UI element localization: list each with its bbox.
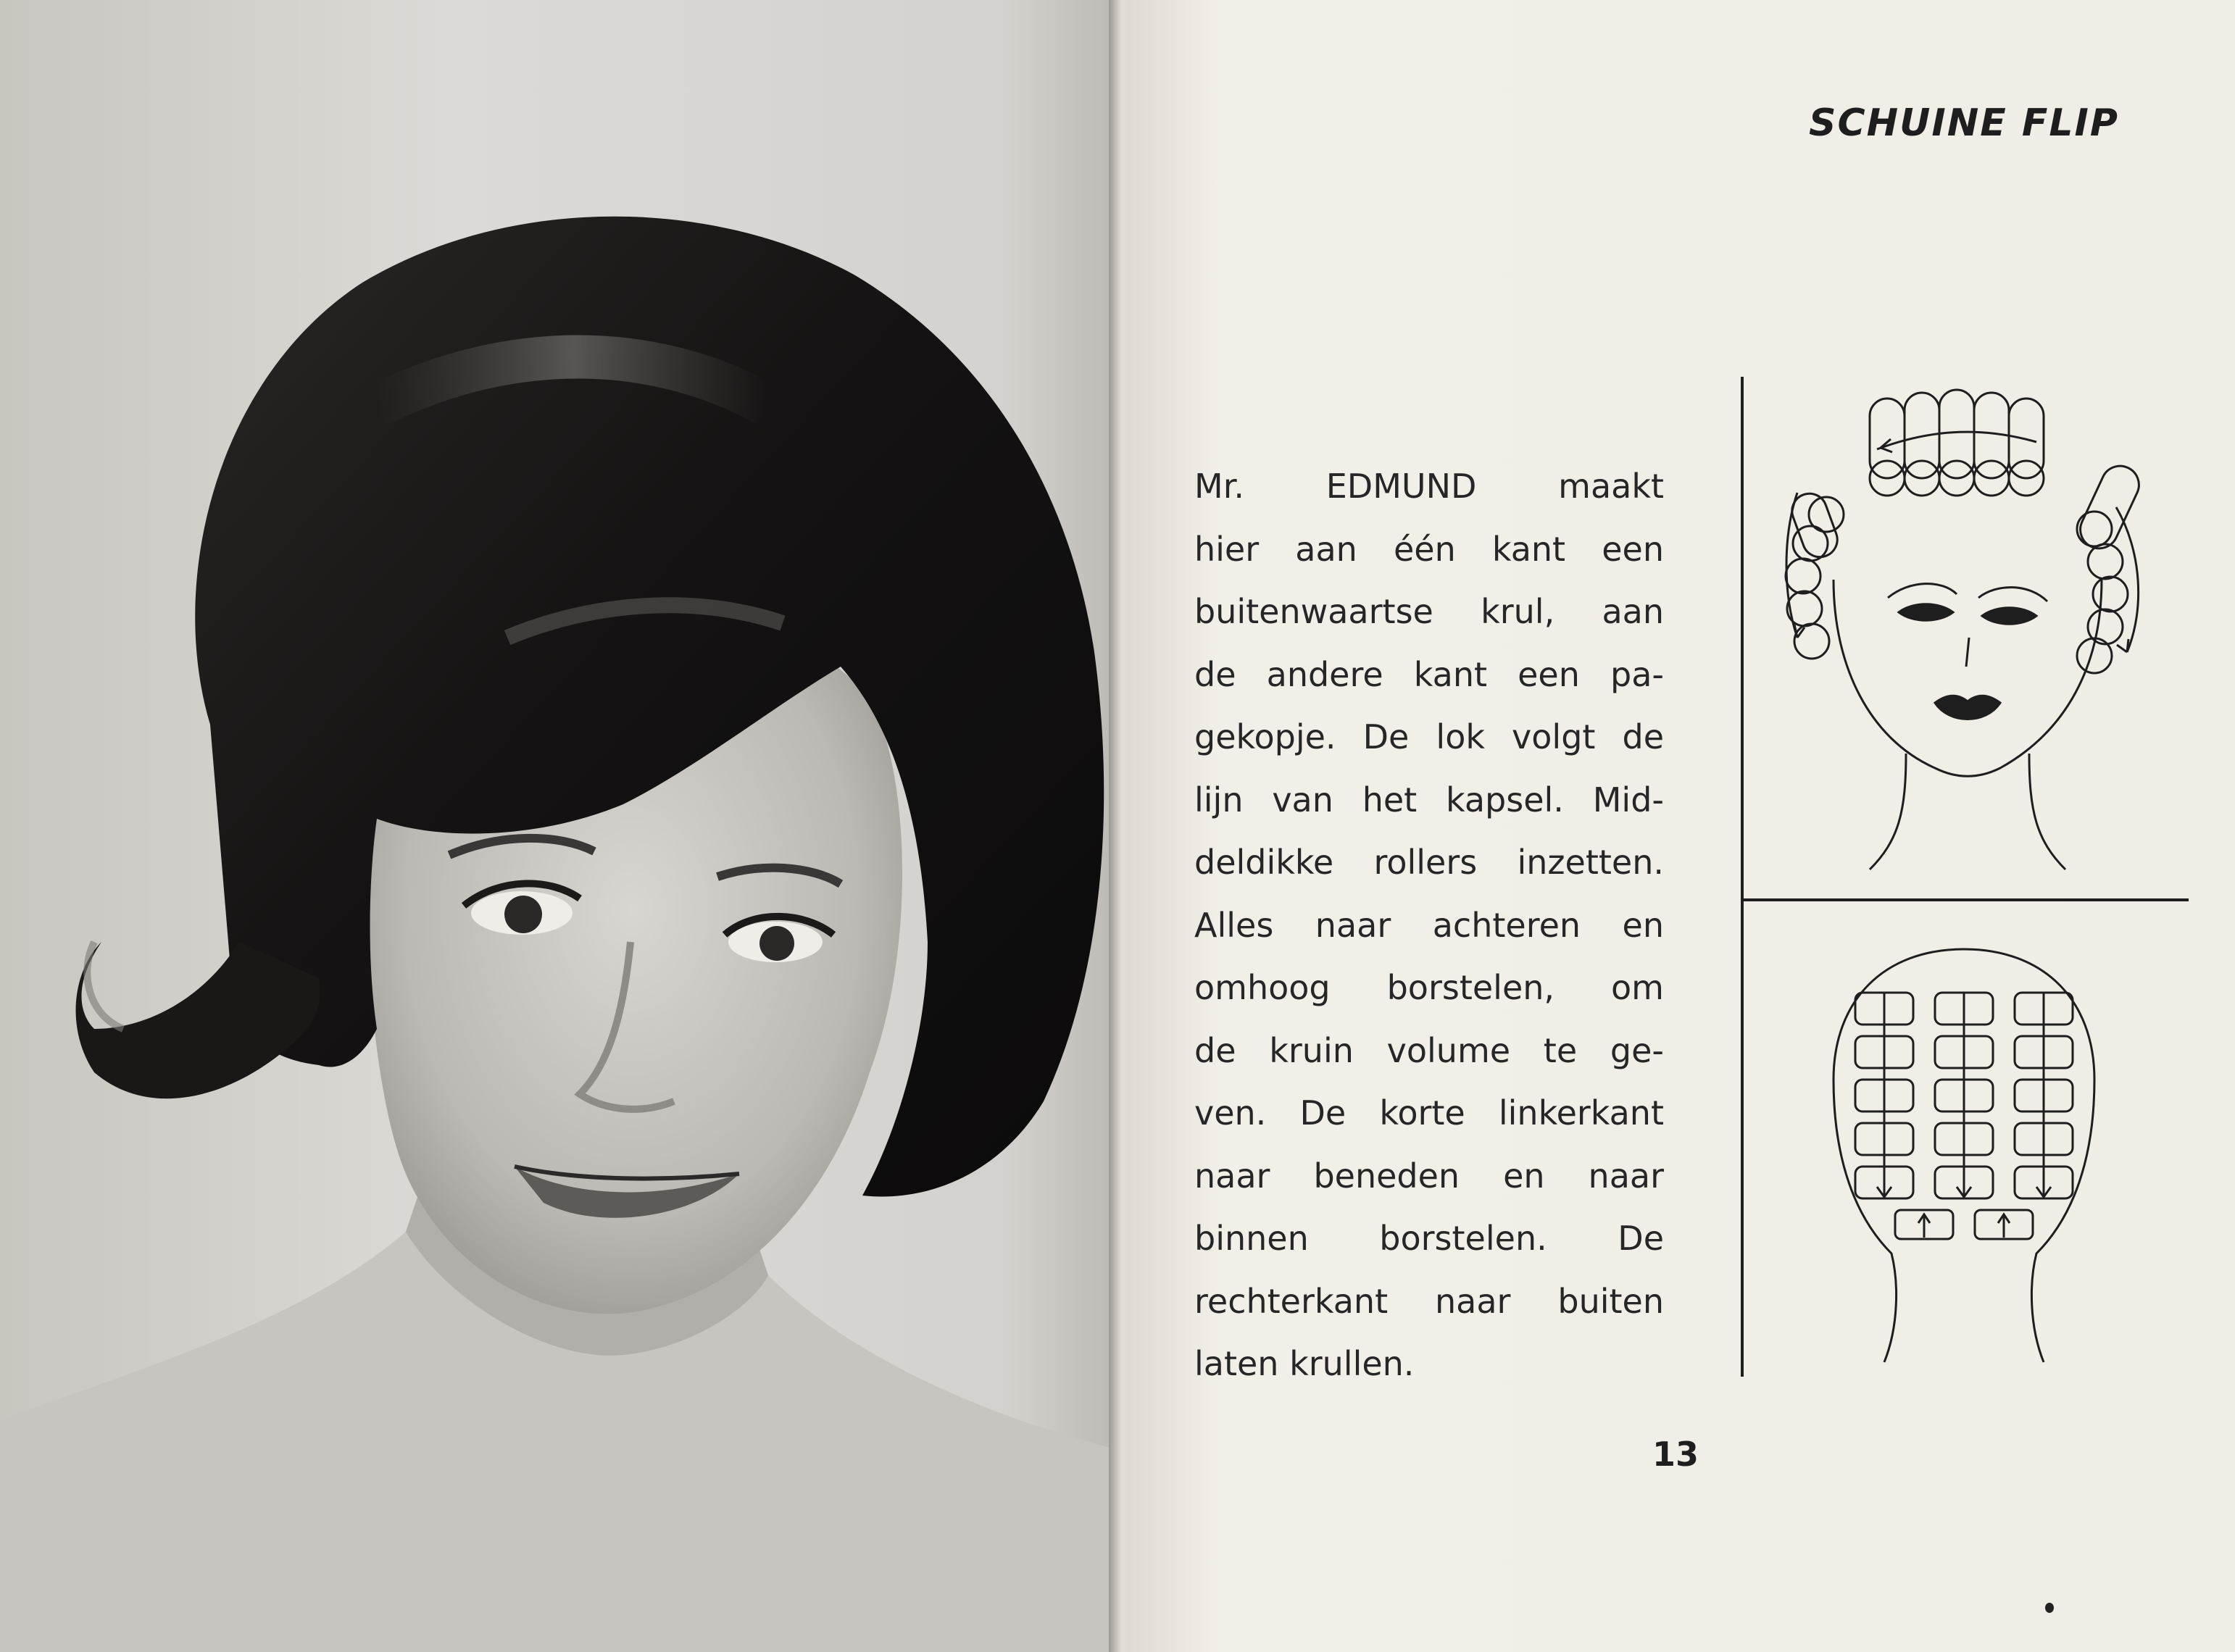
right-page: [1131, 0, 2235, 1652]
text-line: omhoog borstelen, om: [1194, 968, 1664, 1007]
roller-diagrams: [1725, 362, 2203, 1406]
text-line: deldikke rollers inzetten.: [1194, 843, 1664, 882]
text-line: naar beneden en naar: [1194, 1156, 1664, 1196]
front-view-diagram: [1786, 390, 2145, 869]
text-line: ven. De korte linkerkant: [1194, 1093, 1664, 1132]
text-line: buitenwaartse krul, aan: [1194, 592, 1664, 631]
text-line: rechterkant naar buiten: [1194, 1281, 1664, 1321]
back-view-diagram: [1834, 949, 2094, 1362]
text-line: laten krullen.: [1194, 1344, 1415, 1383]
text-line: gekopje. De lok volgt de: [1194, 717, 1664, 756]
left-page: [0, 0, 1116, 1652]
text-line: Alles naar achteren en: [1194, 905, 1664, 945]
page-title: SCHUINE FLIP: [1809, 101, 2119, 145]
text-line: Mr. EDMUND maakt: [1194, 467, 1664, 506]
text-line: binnen borstelen. De: [1194, 1219, 1664, 1258]
portrait-photo: [0, 0, 1116, 1652]
text-line: de kruin volume te ge-: [1194, 1030, 1664, 1070]
instruction-text: [1194, 455, 1664, 1396]
ink-speck: [2045, 1603, 2054, 1613]
text-line: hier aan één kant een: [1194, 529, 1664, 569]
text-line: lijn van het kapsel. Mid-: [1194, 780, 1664, 819]
text-line: de andere kant een pa-: [1194, 654, 1664, 694]
page-number: 13: [1652, 1435, 1699, 1474]
